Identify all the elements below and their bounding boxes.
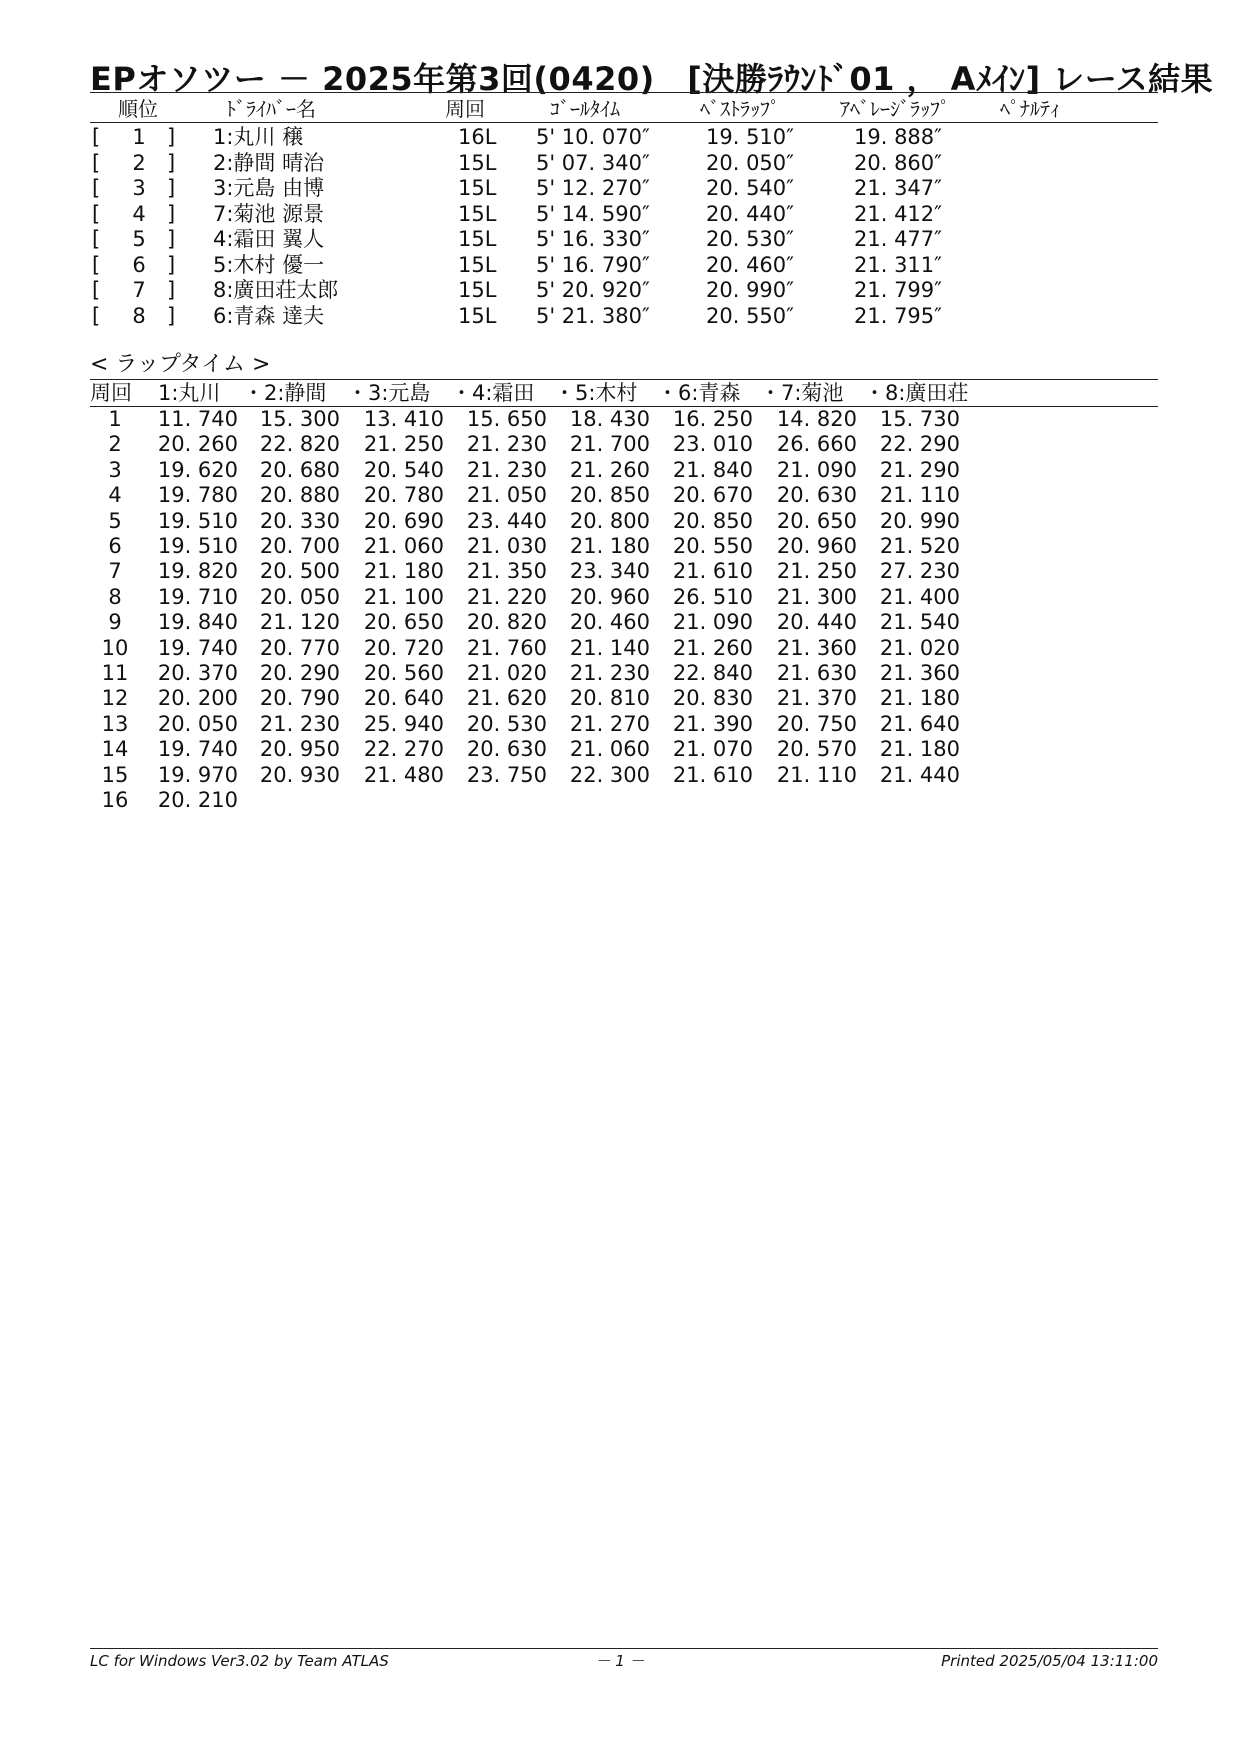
laptime-value: 23. 010 <box>672 432 753 457</box>
result-goal-time: 5' 21. 380″ <box>536 303 650 328</box>
laptime-value: 20. 770 <box>259 635 340 660</box>
laptime-value: 21. 270 <box>569 711 650 736</box>
result-goal-time: 5' 16. 790″ <box>536 252 650 277</box>
laptime-value: 21. 250 <box>776 559 857 584</box>
result-goal-time: 5' 20. 920″ <box>536 278 650 302</box>
laptime-section-title: < ラップタイム > <box>90 352 271 377</box>
laptime-lap-number: 8 <box>108 584 122 609</box>
results-header-row <box>0 96 1240 122</box>
rank-bracket-close: ] <box>167 252 176 277</box>
result-row <box>0 252 1240 278</box>
laptime-value: 21. 110 <box>776 762 857 787</box>
result-best-lap: 20. 550″ <box>706 303 794 328</box>
laptime-lap-number: 10 <box>101 635 129 660</box>
result-driver: 6:青森 達夫 <box>213 303 325 328</box>
laptime-value: 20. 990 <box>879 508 960 533</box>
laptime-value: 21. 100 <box>363 584 444 609</box>
laptime-value: 21. 520 <box>879 534 960 558</box>
laptime-value: 20. 290 <box>259 661 340 685</box>
laptime-value: 20. 950 <box>259 737 340 762</box>
laptime-value: 19. 780 <box>157 483 238 508</box>
laptime-value: 20. 850 <box>672 508 753 533</box>
laptime-value: 20. 960 <box>776 534 857 558</box>
laptime-value: 21. 540 <box>879 610 960 635</box>
result-average-lap: 21. 477″ <box>854 227 942 251</box>
result-laps: 15L <box>458 227 497 251</box>
result-best-lap: 20. 440″ <box>706 201 794 226</box>
rank-bracket-open: [ <box>92 176 101 200</box>
laptime-value: 21. 370 <box>776 686 857 711</box>
laptime-row <box>0 635 1240 661</box>
result-goal-time: 5' 07. 340″ <box>536 150 650 175</box>
laptime-value: 19. 510 <box>157 534 238 558</box>
laptime-value: 21. 230 <box>466 457 547 482</box>
result-rank: 3 <box>132 176 146 200</box>
result-rank: 2 <box>132 150 146 175</box>
laptime-lap-number: 3 <box>108 457 122 482</box>
rank-bracket-close: ] <box>167 176 176 200</box>
result-best-lap: 20. 530″ <box>706 227 794 251</box>
laptime-lap-number: 7 <box>108 559 122 584</box>
laptime-value: 21. 020 <box>466 661 547 685</box>
report-title: EPオソツー － 2025年第3回(0420) [決勝ﾗｳﾝﾄﾞ01 ， Aﾒｲﾝ] レース結果 <box>90 60 1214 98</box>
laptime-value: 21. 230 <box>569 661 650 685</box>
laptime-header-driver-3: ・3:元島 <box>347 381 431 405</box>
result-rank: 5 <box>132 227 146 251</box>
laptime-value: 20. 650 <box>776 508 857 533</box>
laptime-value: 21. 220 <box>466 584 547 609</box>
laptime-value: 20. 630 <box>776 483 857 508</box>
laptime-value: 21. 230 <box>259 711 340 736</box>
laptime-value: 19. 840 <box>157 610 238 635</box>
results-header-underline <box>90 122 1158 123</box>
laptime-value: 20. 960 <box>569 584 650 609</box>
laptime-value: 21. 400 <box>879 584 960 609</box>
laptime-value: 20. 540 <box>363 457 444 482</box>
laptime-value: 21. 060 <box>569 737 650 762</box>
laptime-value: 20. 570 <box>776 737 857 762</box>
header-goal-time: ｺﾞｰﾙﾀｲﾑ <box>550 97 620 121</box>
laptime-value: 21. 260 <box>672 635 753 660</box>
result-goal-time: 5' 14. 590″ <box>536 201 650 226</box>
laptime-value: 18. 430 <box>569 407 650 431</box>
laptime-value: 21. 090 <box>776 457 857 482</box>
laptime-row <box>0 558 1240 584</box>
laptime-lap-number: 14 <box>101 737 129 762</box>
laptime-value: 21. 140 <box>569 635 650 660</box>
result-driver: 3:元島 由博 <box>213 176 325 200</box>
rank-bracket-close: ] <box>167 125 176 149</box>
rank-bracket-close: ] <box>167 303 176 328</box>
laptime-value: 20. 930 <box>259 762 340 787</box>
laptime-value: 21. 180 <box>879 737 960 762</box>
laptime-row <box>0 736 1240 762</box>
laptime-value: 19. 740 <box>157 737 238 762</box>
result-rank: 6 <box>132 252 146 277</box>
result-row <box>0 124 1240 150</box>
result-rank: 1 <box>132 125 146 149</box>
result-average-lap: 21. 311″ <box>854 252 942 277</box>
header-best-lap: ﾍﾞｽﾄﾗｯﾌﾟ <box>700 97 780 121</box>
laptime-value: 21. 440 <box>879 762 960 787</box>
laptime-lap-number: 9 <box>108 610 122 635</box>
result-row <box>0 277 1240 303</box>
result-goal-time: 5' 10. 070″ <box>536 125 650 149</box>
laptime-value: 20. 800 <box>569 508 650 533</box>
result-row <box>0 303 1240 329</box>
laptime-value: 19. 620 <box>157 457 238 482</box>
laptime-lap-number: 12 <box>101 686 129 711</box>
result-rank: 4 <box>132 201 146 226</box>
laptime-header-driver-8: ・8:廣田荘 <box>864 381 969 405</box>
laptime-value: 20. 460 <box>569 610 650 635</box>
laptime-value: 20. 560 <box>363 661 444 685</box>
result-laps: 16L <box>458 125 497 149</box>
laptime-value: 19. 740 <box>157 635 238 660</box>
result-driver: 5:木村 優一 <box>213 252 325 277</box>
result-best-lap: 20. 540″ <box>706 176 794 200</box>
laptime-value: 15. 730 <box>879 407 960 431</box>
rank-bracket-close: ] <box>167 227 176 251</box>
rank-bracket-open: [ <box>92 303 101 328</box>
laptime-value: 21. 110 <box>879 483 960 508</box>
result-driver: 8:廣田荘太郎 <box>213 278 339 302</box>
laptime-value: 20. 260 <box>157 432 238 457</box>
laptime-value: 20. 500 <box>259 559 340 584</box>
laptime-row <box>0 457 1240 483</box>
laptime-value: 15. 300 <box>259 407 340 431</box>
laptime-value: 20. 820 <box>466 610 547 635</box>
rank-bracket-open: [ <box>92 125 101 149</box>
laptime-value: 20. 880 <box>259 483 340 508</box>
laptime-value: 22. 840 <box>672 661 753 685</box>
laptime-value: 20. 370 <box>157 661 238 685</box>
laptime-header-driver-4: ・4:霜田 <box>451 381 535 405</box>
result-driver: 4:霜田 翼人 <box>213 227 325 251</box>
footer-rule <box>90 1648 1158 1649</box>
laptime-value: 19. 970 <box>157 762 238 787</box>
result-laps: 15L <box>458 150 497 175</box>
laptime-value: 21. 030 <box>466 534 547 558</box>
laptime-lap-number: 4 <box>108 483 122 508</box>
laptime-row <box>0 508 1240 534</box>
laptime-lap-number: 1 <box>108 407 122 431</box>
laptime-value: 23. 440 <box>466 508 547 533</box>
laptime-lap-number: 11 <box>101 661 129 685</box>
header-penalty: ﾍﾟﾅﾙﾃｨ <box>1000 97 1060 121</box>
laptime-value: 20. 780 <box>363 483 444 508</box>
laptime-value: 20. 830 <box>672 686 753 711</box>
header-average-lap: ｱﾍﾞﾚｰｼﾞﾗｯﾌﾟ <box>840 97 950 121</box>
laptime-value: 26. 660 <box>776 432 857 457</box>
result-laps: 15L <box>458 303 497 328</box>
laptime-value: 21. 760 <box>466 635 547 660</box>
laptime-value: 14. 820 <box>776 407 857 431</box>
laptime-row <box>0 711 1240 737</box>
laptime-header-row <box>0 380 1240 406</box>
rank-bracket-close: ] <box>167 150 176 175</box>
footer-page-number: － 1 － <box>595 1652 645 1670</box>
laptime-value: 20. 750 <box>776 711 857 736</box>
laptime-value: 20. 680 <box>259 457 340 482</box>
laptime-value: 20. 550 <box>672 534 753 558</box>
laptime-value: 21. 180 <box>569 534 650 558</box>
laptime-value: 21. 180 <box>363 559 444 584</box>
laptime-header-driver-5: ・5:木村 <box>554 381 638 405</box>
result-average-lap: 21. 347″ <box>854 176 942 200</box>
laptime-value: 21. 620 <box>466 686 547 711</box>
header-laps: 周回 <box>445 97 485 121</box>
laptime-value: 11. 740 <box>157 407 238 431</box>
title-underline <box>90 92 1158 93</box>
laptime-value: 21. 060 <box>363 534 444 558</box>
footer-software: LC for Windows Ver3.02 by Team ATLAS <box>90 1652 389 1670</box>
laptime-value: 20. 720 <box>363 635 444 660</box>
laptime-value: 20. 050 <box>259 584 340 609</box>
laptime-row <box>0 482 1240 508</box>
laptime-value: 20. 050 <box>157 711 238 736</box>
laptime-value: 21. 120 <box>259 610 340 635</box>
rank-bracket-open: [ <box>92 150 101 175</box>
result-best-lap: 20. 460″ <box>706 252 794 277</box>
result-laps: 15L <box>458 252 497 277</box>
result-average-lap: 21. 412″ <box>854 201 942 226</box>
footer-printed-date: Printed 2025/05/04 13:11:00 <box>941 1652 1158 1670</box>
laptime-row <box>0 609 1240 635</box>
laptime-value: 20. 330 <box>259 508 340 533</box>
result-average-lap: 21. 799″ <box>854 278 942 302</box>
laptime-lap-number: 16 <box>101 788 129 812</box>
rank-bracket-close: ] <box>167 201 176 226</box>
result-laps: 15L <box>458 278 497 302</box>
result-best-lap: 20. 050″ <box>706 150 794 175</box>
laptime-row <box>0 431 1240 457</box>
laptime-value: 20. 790 <box>259 686 340 711</box>
laptime-header-driver-7: ・7:菊池 <box>760 381 844 405</box>
laptime-row <box>0 406 1240 432</box>
rank-bracket-open: [ <box>92 252 101 277</box>
laptime-row <box>0 685 1240 711</box>
laptime-value: 21. 700 <box>569 432 650 457</box>
result-average-lap: 20. 860″ <box>854 150 942 175</box>
laptime-lap-number: 2 <box>108 432 122 457</box>
header-rank: 順位 <box>118 97 158 121</box>
laptime-value: 21. 090 <box>672 610 753 635</box>
rank-bracket-open: [ <box>92 201 101 226</box>
laptime-value: 21. 230 <box>466 432 547 457</box>
result-row <box>0 150 1240 176</box>
result-row <box>0 175 1240 201</box>
laptime-value: 21. 480 <box>363 762 444 787</box>
result-row <box>0 226 1240 252</box>
laptime-value: 16. 250 <box>672 407 753 431</box>
result-rank: 7 <box>132 278 146 302</box>
result-best-lap: 19. 510″ <box>706 125 794 149</box>
laptime-value: 21. 300 <box>776 584 857 609</box>
laptime-lap-number: 15 <box>101 762 129 787</box>
result-average-lap: 21. 795″ <box>854 303 942 328</box>
laptime-value: 19. 710 <box>157 584 238 609</box>
laptime-value: 21. 360 <box>776 635 857 660</box>
rank-bracket-open: [ <box>92 227 101 251</box>
laptime-value: 20. 640 <box>363 686 444 711</box>
laptime-value: 20. 440 <box>776 610 857 635</box>
laptime-value: 21. 610 <box>672 762 753 787</box>
laptime-value: 19. 510 <box>157 508 238 533</box>
laptime-value: 22. 270 <box>363 737 444 762</box>
laptime-value: 21. 390 <box>672 711 753 736</box>
laptime-value: 21. 610 <box>672 559 753 584</box>
laptime-value: 20. 690 <box>363 508 444 533</box>
laptime-value: 21. 290 <box>879 457 960 482</box>
laptime-value: 26. 510 <box>672 584 753 609</box>
laptime-value: 22. 290 <box>879 432 960 457</box>
result-row <box>0 201 1240 227</box>
laptime-row <box>0 787 1240 813</box>
laptime-value: 20. 210 <box>157 788 238 812</box>
result-laps: 15L <box>458 201 497 226</box>
header-driver: ﾄﾞﾗｲﾊﾞｰ名 <box>226 97 316 121</box>
laptime-header-lap: 周回 <box>90 381 132 405</box>
laptime-value: 13. 410 <box>363 407 444 431</box>
laptime-value: 23. 750 <box>466 762 547 787</box>
laptime-value: 20. 530 <box>466 711 547 736</box>
laptime-value: 20. 670 <box>672 483 753 508</box>
result-driver: 7:菊池 源景 <box>213 201 325 226</box>
laptime-value: 21. 020 <box>879 635 960 660</box>
laptime-value: 21. 640 <box>879 711 960 736</box>
laptime-lap-number: 13 <box>101 711 129 736</box>
laptime-row <box>0 762 1240 788</box>
laptime-value: 20. 850 <box>569 483 650 508</box>
laptime-value: 21. 180 <box>879 686 960 711</box>
laptime-value: 22. 300 <box>569 762 650 787</box>
laptime-value: 15. 650 <box>466 407 547 431</box>
result-driver: 1:丸川 穣 <box>213 125 304 149</box>
laptime-row <box>0 533 1240 559</box>
laptime-value: 21. 630 <box>776 661 857 685</box>
laptime-header-driver-6: ・6:青森 <box>657 381 741 405</box>
result-laps: 15L <box>458 176 497 200</box>
laptime-value: 23. 340 <box>569 559 650 584</box>
laptime-value: 25. 940 <box>363 711 444 736</box>
laptime-header-driver-1: 1:丸川 <box>158 381 221 405</box>
result-average-lap: 19. 888″ <box>854 125 942 149</box>
rank-bracket-close: ] <box>167 278 176 302</box>
laptime-lap-number: 6 <box>108 534 122 558</box>
laptime-value: 20. 700 <box>259 534 340 558</box>
laptime-row <box>0 584 1240 610</box>
result-driver: 2:静間 晴治 <box>213 150 325 175</box>
laptime-value: 21. 260 <box>569 457 650 482</box>
laptime-value: 19. 820 <box>157 559 238 584</box>
laptime-value: 20. 200 <box>157 686 238 711</box>
laptime-value: 21. 250 <box>363 432 444 457</box>
result-goal-time: 5' 12. 270″ <box>536 176 650 200</box>
laptime-value: 20. 650 <box>363 610 444 635</box>
result-rank: 8 <box>132 303 146 328</box>
laptime-row <box>0 660 1240 686</box>
laptime-value: 20. 810 <box>569 686 650 711</box>
laptime-value: 20. 630 <box>466 737 547 762</box>
laptime-value: 27. 230 <box>879 559 960 584</box>
rank-bracket-open: [ <box>92 278 101 302</box>
laptime-value: 21. 070 <box>672 737 753 762</box>
result-best-lap: 20. 990″ <box>706 278 794 302</box>
laptime-lap-number: 5 <box>108 508 122 533</box>
laptime-value: 21. 840 <box>672 457 753 482</box>
laptime-header-driver-2: ・2:静間 <box>243 381 327 405</box>
laptime-value: 22. 820 <box>259 432 340 457</box>
result-goal-time: 5' 16. 330″ <box>536 227 650 251</box>
laptime-value: 21. 050 <box>466 483 547 508</box>
laptime-value: 21. 360 <box>879 661 960 685</box>
laptime-value: 21. 350 <box>466 559 547 584</box>
